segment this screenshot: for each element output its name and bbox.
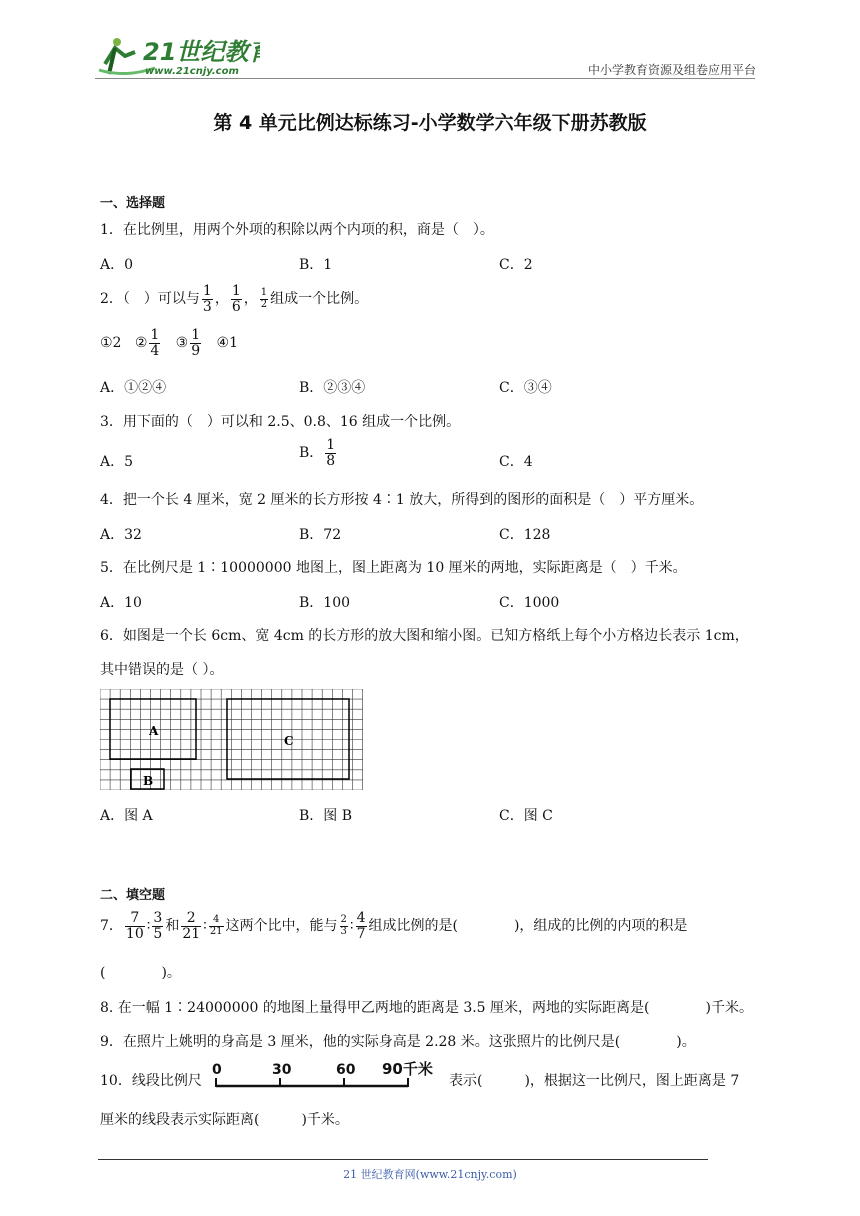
- q5-option-a[interactable]: A．10: [100, 595, 142, 611]
- q7-fraction-1: [125, 911, 145, 941]
- scale-tick-60: 60: [336, 1062, 356, 1078]
- denominator: 21: [182, 925, 201, 942]
- q2-option-a[interactable]: A．①②④: [100, 380, 167, 396]
- question-10-prefix: 10．线段比例尺: [100, 1073, 202, 1089]
- question-8: 8. 在一幅 1∶24000000 的地图上量得甲乙两地的距离是 3.5 厘米，两地的实际距离是( )千米。: [100, 1000, 753, 1016]
- label-a: A: [149, 724, 159, 738]
- page-title: 第 4 单元比例达标练习-小学数学六年级下册苏教版: [213, 112, 647, 134]
- numerator: 4: [209, 915, 224, 927]
- scale-bar: [212, 1060, 442, 1092]
- question-7-line-2: ( )。: [100, 965, 181, 981]
- q1-option-c[interactable]: C．2: [499, 257, 533, 273]
- question-6-line-2: 其中错误的是（ ）。: [100, 662, 224, 678]
- q2-choice-3-fraction: [190, 328, 201, 358]
- q2-fraction-1: [202, 284, 213, 314]
- label-c: C: [284, 734, 294, 748]
- colon: ∶: [203, 918, 207, 935]
- runner-logo-icon: [95, 34, 260, 80]
- question-3: 3．用下面的（ ）可以和 2.5、0.8、16 组成一个比例。: [100, 414, 461, 430]
- q2-option-b[interactable]: B．②③④: [299, 380, 366, 396]
- q3-option-b-label: B．: [299, 445, 324, 462]
- numerator: 2: [181, 911, 201, 927]
- q1-option-b[interactable]: B．1: [299, 257, 333, 273]
- q7-fraction-4: [209, 915, 224, 937]
- question-2: 2．（ ）可以与 $\frac{1}{3}$ ， $\frac{1}{6}$ ， $\frac{1}{2}$ 组成一个比例。: [100, 283, 369, 315]
- q4-option-b[interactable]: B．72: [299, 527, 342, 543]
- q2-choices: [100, 328, 238, 358]
- question-5: 5．在比例尺是 1∶10000000 地图上，图上距离为 10 厘米的两地，实际距离是（ ）千米。: [100, 560, 687, 576]
- q6-option-c[interactable]: C．图 C: [499, 808, 553, 824]
- question-7: [100, 911, 687, 941]
- denominator: 6: [231, 298, 241, 315]
- denominator: 2: [260, 298, 268, 310]
- question-4: 4．把一个长 4 厘米，宽 2 厘米的长方形按 4∶1 放大，所得到的图形的面积是（ ）平方厘米。: [100, 492, 704, 508]
- numerator: 1: [326, 437, 336, 453]
- q2-choice-4: ④1: [216, 335, 238, 352]
- logo-wordmark: 21世纪教育: [143, 38, 260, 66]
- q3-option-c[interactable]: C．4: [499, 454, 533, 470]
- numerator: 4: [356, 910, 366, 926]
- question-10-suffix: 表示( )，根据这一比例尺，图上距离是 7: [449, 1073, 740, 1089]
- grid-figure: [100, 689, 366, 790]
- site-logo: [95, 34, 260, 80]
- scale-tick-90: 90千米: [382, 1060, 433, 1078]
- header-platform-text: 中小学教育资源及组卷应用平台: [587, 63, 756, 77]
- header-divider: [95, 78, 755, 79]
- q6-option-b[interactable]: B．图 B: [299, 808, 353, 824]
- numerator: 2: [340, 914, 347, 926]
- numerator: 7: [125, 911, 145, 927]
- denominator: 9: [191, 342, 201, 359]
- q2-choice-2-fraction: [149, 328, 160, 358]
- logo-url: www.21cnjy.com: [145, 66, 239, 77]
- q1-option-a[interactable]: A．0: [100, 257, 134, 273]
- numerator: 1: [150, 327, 160, 343]
- numerator: 1: [191, 327, 201, 343]
- q6-option-a[interactable]: A．图 A: [100, 808, 153, 824]
- question-1: 1．在比例里，用两个外项的积除以两个内项的积，商是（ ）。: [100, 222, 494, 238]
- denominator: 3: [202, 298, 212, 315]
- footer-divider: [98, 1159, 708, 1160]
- q7-middle: 这两个比中，能与: [225, 918, 338, 935]
- q2-fraction-2: [231, 284, 242, 314]
- q7-fraction-2: [152, 911, 163, 941]
- q2-suffix: 组成一个比例。: [270, 291, 369, 308]
- q5-option-b[interactable]: B．100: [299, 595, 351, 611]
- q2-choice-1: ①2: [100, 335, 122, 352]
- denominator: 4: [150, 342, 160, 359]
- denominator: 7: [356, 925, 366, 942]
- q7-fraction-3: [181, 911, 201, 941]
- numerator: 1: [202, 283, 212, 299]
- label-b: B: [143, 774, 154, 788]
- q2-fraction-3: [260, 288, 268, 310]
- denominator: 10: [125, 925, 144, 942]
- denominator: 5: [153, 925, 163, 942]
- numerator: 3: [153, 910, 163, 926]
- scale-tick-0: 0: [212, 1062, 222, 1078]
- question-9: 9．在照片上姚明的身高是 3 厘米，他的实际身高是 2.28 米。这张照片的比例尺是( )。: [100, 1034, 696, 1050]
- q5-option-c[interactable]: C．1000: [499, 595, 560, 611]
- q7-fraction-6: [356, 911, 367, 941]
- denominator: 3: [340, 925, 347, 937]
- denominator: 21: [209, 925, 223, 937]
- footer-text: 21 世纪教育网(www.21cnjy.com): [343, 1168, 517, 1181]
- question-6-line-1: 6．如图是一个长 6cm、宽 4cm 的长方形的放大图和缩小图。已知方格纸上每个小方格边长表示 1cm，: [100, 628, 749, 644]
- colon: ∶: [146, 918, 151, 935]
- q2-choice-3: ③: [175, 335, 189, 352]
- question-10-line-2: 厘米的线段表示实际距离( )千米。: [100, 1112, 349, 1128]
- section-heading-choice: 一、选择题: [100, 196, 166, 211]
- colon: ∶: [349, 918, 354, 935]
- denominator: 8: [326, 452, 336, 469]
- q7-number: 7．: [100, 918, 123, 935]
- q3-option-b[interactable]: [299, 438, 338, 468]
- numerator: 1: [260, 287, 268, 299]
- numerator: 1: [231, 283, 241, 299]
- q3-option-a[interactable]: A．5: [100, 454, 134, 470]
- section-heading-fill: 二、填空题: [100, 888, 166, 903]
- q2-prefix: 2．（ ）可以与: [100, 291, 200, 308]
- q7-suffix: 组成比例的是( )，组成的比例的内项的积是: [368, 918, 688, 935]
- q7-fraction-5: [340, 915, 348, 937]
- q2-choice-2: ②: [134, 335, 148, 352]
- scale-tick-30: 30: [272, 1062, 292, 1078]
- q2-option-c[interactable]: C．③④: [499, 380, 552, 396]
- q4-option-a[interactable]: A．32: [100, 527, 142, 543]
- q3-option-b-fraction: [325, 438, 336, 468]
- q7-and: 和: [165, 918, 180, 935]
- q4-option-c[interactable]: C．128: [499, 527, 551, 543]
